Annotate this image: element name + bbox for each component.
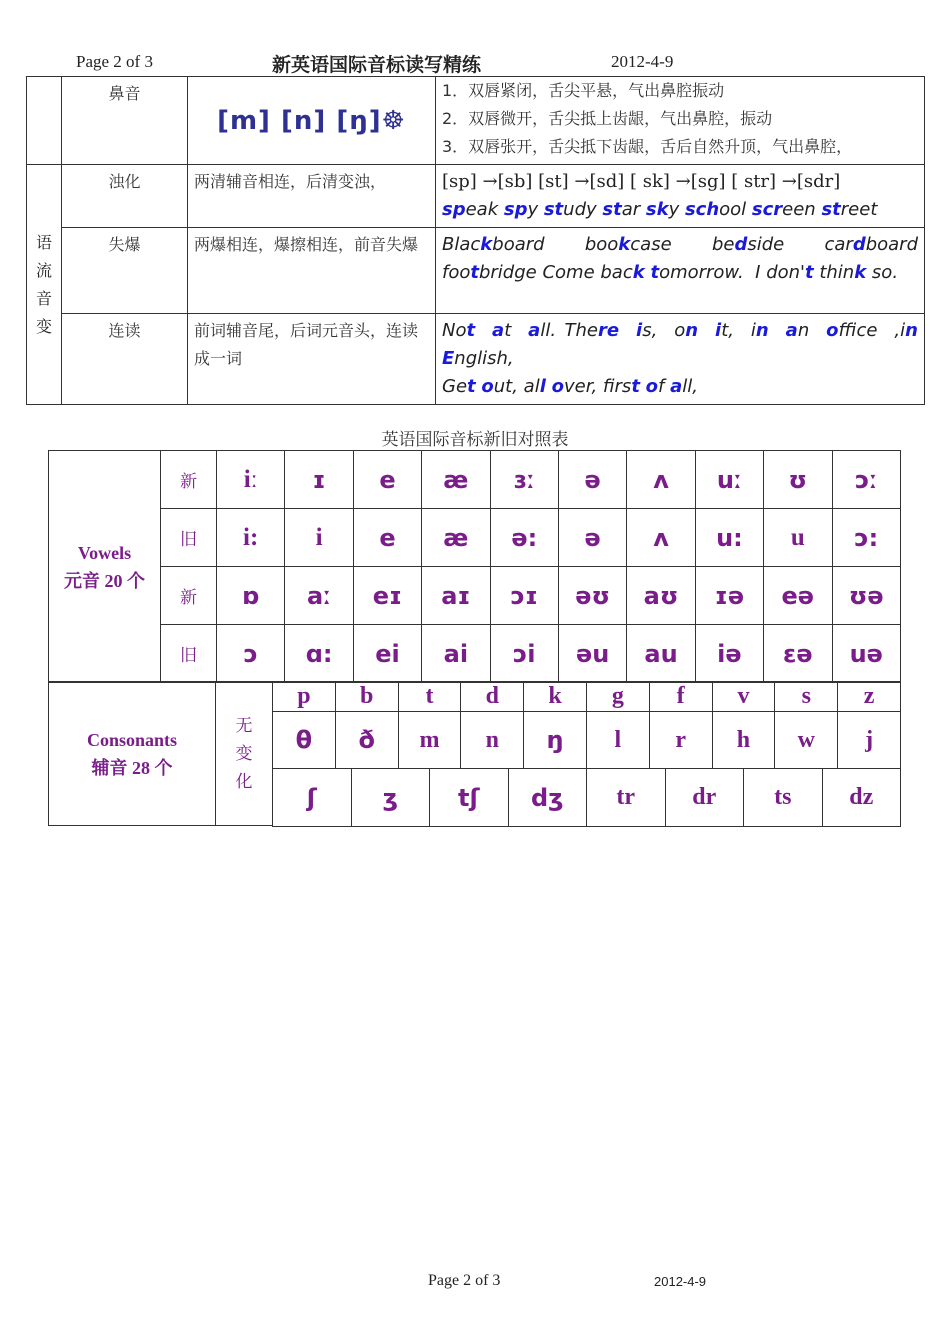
header-title: 新英语国际音标读写精练: [272, 55, 482, 76]
speech-change-group-label: [27, 165, 62, 405]
vowel-cell: ʊ: [764, 451, 832, 509]
group-char-1: 语: [35, 232, 52, 252]
vowel-cell: e: [353, 509, 421, 567]
plosion-desc: 两爆相连，爆擦相连，前音失爆: [188, 228, 436, 314]
vowel-cell: ə: [558, 509, 626, 567]
vowel-cell: əu: [558, 625, 626, 683]
consonant-cell: b: [335, 682, 398, 712]
row-marker-old: 旧: [161, 509, 217, 567]
consonant-cell: dr: [665, 769, 744, 827]
consonant-cell: w: [775, 712, 838, 769]
voicing-examples: [436, 165, 925, 228]
consonant-cell: p: [273, 682, 336, 712]
footer-date: 2012-4-9: [654, 1274, 707, 1289]
consonant-cell: ʃ: [273, 769, 352, 827]
unchanged-label: [215, 681, 273, 826]
vowel-cell: aɪ: [422, 567, 490, 625]
nasal-rules: [436, 77, 925, 165]
vowel-cell: eɪ: [353, 567, 421, 625]
consonant-cell: dz: [822, 769, 901, 827]
vowel-cell: i:: [217, 509, 285, 567]
consonant-cell: f: [649, 682, 712, 712]
consonant-cell: ʒ: [351, 769, 430, 827]
vowel-cell: u: [764, 509, 832, 567]
vowel-cell: aʊ: [627, 567, 695, 625]
consonants-label-zh: 辅音 28 个: [91, 757, 173, 778]
vowel-cell: æ: [422, 451, 490, 509]
consonant-cell: h: [712, 712, 775, 769]
consonant-cell: ð: [335, 712, 398, 769]
phonetic-change-table: [26, 76, 925, 405]
vowel-cell: ɒ: [217, 567, 285, 625]
vowel-cell: au: [627, 625, 695, 683]
vowel-cell: eə: [764, 567, 832, 625]
nasal-symbols: [m] [n] [ŋ]☸: [188, 77, 436, 165]
consonant-cell: n: [461, 712, 524, 769]
vowels-label: [49, 451, 161, 683]
consonants-label: [48, 681, 216, 826]
vowel-cell: ɪ: [285, 451, 353, 509]
vowel-cell: uː: [695, 451, 763, 509]
plosion-label: 失爆: [62, 228, 188, 314]
vowel-cell: ə:: [490, 509, 558, 567]
consonant-cell: θ: [273, 712, 336, 769]
vowel-cell: e: [353, 451, 421, 509]
row-marker-new: 新: [161, 451, 217, 509]
consonant-cell: k: [524, 682, 587, 712]
unchanged-char: 化: [235, 771, 253, 792]
vowel-cell: ɔi: [490, 625, 558, 683]
consonant-cell: l: [586, 712, 649, 769]
footer-page: Page 2 of 3: [428, 1272, 501, 1289]
vowel-cell: ɔɪ: [490, 567, 558, 625]
group-char-3: 音: [35, 288, 52, 308]
vowel-cell: ɔː: [832, 451, 900, 509]
consonants-label-en: Consonants: [86, 729, 178, 750]
vowel-cell: æ: [422, 509, 490, 567]
vowels-label-zh: 元音 20 个: [64, 570, 145, 591]
vowel-cell: u:: [695, 509, 763, 567]
vowel-cell: uə: [832, 625, 900, 683]
consonant-cell: z: [838, 682, 901, 712]
vowel-cell: ɜː: [490, 451, 558, 509]
row-marker-new: 新: [161, 567, 217, 625]
vowels-label-en: Vowels: [77, 542, 132, 563]
unchanged-char: 变: [235, 743, 253, 764]
nasal-label: 鼻音: [62, 77, 188, 165]
consonant-cell: r: [649, 712, 712, 769]
consonant-cell: d: [461, 682, 524, 712]
consonant-cell: v: [712, 682, 775, 712]
consonant-row-3: [272, 768, 901, 827]
vowel-cell: ə: [558, 451, 626, 509]
consonant-cell: tr: [587, 769, 666, 827]
vowel-cell: əʊ: [558, 567, 626, 625]
vowel-cell: ʌ: [627, 509, 695, 567]
linking-label: 连读: [62, 314, 188, 405]
vowel-cell: i: [285, 509, 353, 567]
consonant-cell: g: [586, 682, 649, 712]
nasal-rule-1: 1．双唇紧闭，舌尖平悬，气出鼻腔振动: [442, 81, 725, 100]
vowel-cell: εə: [764, 625, 832, 683]
table-caption: 英语国际音标新旧对照表: [381, 430, 569, 450]
consonant-cell: ŋ: [524, 712, 587, 769]
vowel-table: [48, 450, 901, 683]
vowel-cell: ei: [353, 625, 421, 683]
vowel-cell: ɔ:: [832, 509, 900, 567]
vowel-cell: ɑ:: [285, 625, 353, 683]
nasal-rule-2: 2．双唇微开，舌尖抵上齿龈，气出鼻腔，振动: [442, 109, 773, 128]
plosion-examples: Blackboard bookcase bedside cardboard footbridge Come back tomorrow. I don't think so.: [436, 228, 925, 314]
consonant-cell: m: [398, 712, 461, 769]
consonant-cell: ts: [744, 769, 823, 827]
empty-cell: [27, 77, 62, 165]
vowel-cell: ʊə: [832, 567, 900, 625]
voicing-clusters: [sp] →[sb] [st] →[sd] [ sk] →[sg] [ str] →[sdr]: [442, 171, 841, 192]
unchanged-char: 无: [235, 715, 253, 736]
vowel-cell: ʌ: [627, 451, 695, 509]
vowel-cell: iː: [217, 451, 285, 509]
group-char-2: 流: [35, 260, 52, 280]
vowel-cell: ɔ: [217, 625, 285, 683]
linking-desc: 前词辅音尾，后词元音头，连读成一词: [188, 314, 436, 405]
vowel-cell: iə: [695, 625, 763, 683]
voicing-label: 浊化: [62, 165, 188, 228]
consonant-row-1: [272, 681, 901, 769]
header-date: 2012-4-9: [611, 52, 674, 71]
voicing-desc: 两清辅音相连，后清变浊，: [188, 165, 436, 228]
vowel-cell: aː: [285, 567, 353, 625]
nasal-rule-3: 3．双唇张开，舌尖抵下齿龈，舌后自然升顶，气出鼻腔，: [442, 137, 853, 156]
row-marker-old: 旧: [161, 625, 217, 683]
consonant-cell: j: [838, 712, 901, 769]
linking-examples: Not at all. There is, on it, in an office ,in English, Get out, all over, first of all,: [436, 314, 925, 405]
header-page: Page 2 of 3: [76, 52, 153, 71]
vowel-cell: ai: [422, 625, 490, 683]
voicing-words: speak spy study star sky school screen street: [442, 199, 878, 220]
consonant-cell: dʒ: [508, 769, 587, 827]
consonant-cell: t: [398, 682, 461, 712]
consonant-cell: s: [775, 682, 838, 712]
group-char-4: 变: [35, 316, 52, 336]
consonant-cell: tʃ: [430, 769, 509, 827]
vowel-cell: ɪə: [695, 567, 763, 625]
